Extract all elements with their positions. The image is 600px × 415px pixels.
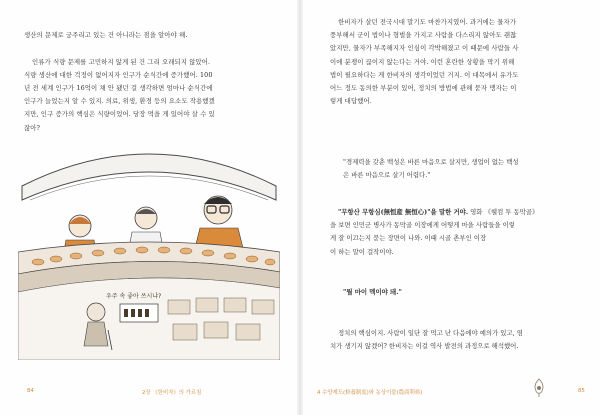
right-paragraph-2 xyxy=(330,206,582,259)
right-paragraph-3: 정치의 핵심이지. 사람이 일단 잘 먹고 난 다음에야 예의가 있고, 염 치가 생기지 않겠어? 한비자는 이걸 역사 발전의 과정으로 해석했어. xyxy=(330,329,523,351)
left-page xyxy=(0,0,297,415)
right-chapter-label: 4 수양제도(修養制度)와 농상이불(農商利弗) xyxy=(317,390,423,396)
right-page xyxy=(303,0,600,415)
left-paragraph-1: 생산의 문제로 궁주리고 있는 건 아니라는 점을 알아야 해. xyxy=(24,31,188,40)
cafeteria-illustration xyxy=(18,140,280,360)
left-paragraph-2: 인류가 식량 문제를 고민하지 않게 된 건 그리 오래되지 않았어. 식량 생산에 대한 걱정이 없어지자 인구가 순식간에 증가했어. 100 년 전 세계 인구가 16억이 채 안 됐던 걸 생각하면 엄마나 순식간에 인구가 늘었는지 알 수 있지. 의료, 위생, 환경 등의 요소도 작용했겠 지만, 인구 증가의 핵심은 식량이었어. 당장 먹을 게 있어야 살 수 있 잖아? xyxy=(24,57,215,132)
right-paragraph-1: 한비자가 살던 전국시대 말기도 마찬가지였어. 과거에는 물자가 풍부해서 군이 법이나 형벌을 가지고 사람을 다스리지 않아도 괜찮 았지만, 물자가 부족해지자 인심이 각박해졌고 이 때문에 사람들 사 이에 분쟁이 끊이지 않는다는 거야. 이런 혼란한 상황을 막기 위해 법이 필요하다는 게 한비자의 생각이었던 거지. 이 대목에서 유가도 어느 정도 동의한 부분이 있어, 정치의 방법에 관해 묻자 맹자는 이 렇게 대답했어. xyxy=(330,18,519,106)
right-page-number: 85 xyxy=(578,388,585,394)
village-chief-quote: "뭘 마이 멕이야 돼." xyxy=(343,288,402,296)
left-chapter-label: 2장 《한비자》의 가르침 xyxy=(142,390,202,396)
left-page-number: 84 xyxy=(27,388,34,394)
muhangsan-phrase: "무항산 무항심(無恒産 無恒心)"을 말한 거야. xyxy=(338,208,469,216)
illustration-caption: 우주 속 좋아 쓰시냐? xyxy=(106,293,162,300)
mencius-quote: "경제력을 갖춘 백성은 바른 마음으로 살지만, 생업이 없는 백성 은 바른 마음으로 살기 어렵다." xyxy=(343,158,519,180)
seal-icon xyxy=(532,378,546,398)
right-paragraph-2-rest: 영화 《웰컴 투 동막골》 을 보면 인민군 병사가 동막골 이장에게 어떻게 마을 사람들을 이렇 게 잘 이끄는지 묻는 장면이 나와. 이때 시골 촌부인 이장 이 하는 말이 걸작이야. xyxy=(330,208,539,256)
left-body-text xyxy=(24,16,279,148)
